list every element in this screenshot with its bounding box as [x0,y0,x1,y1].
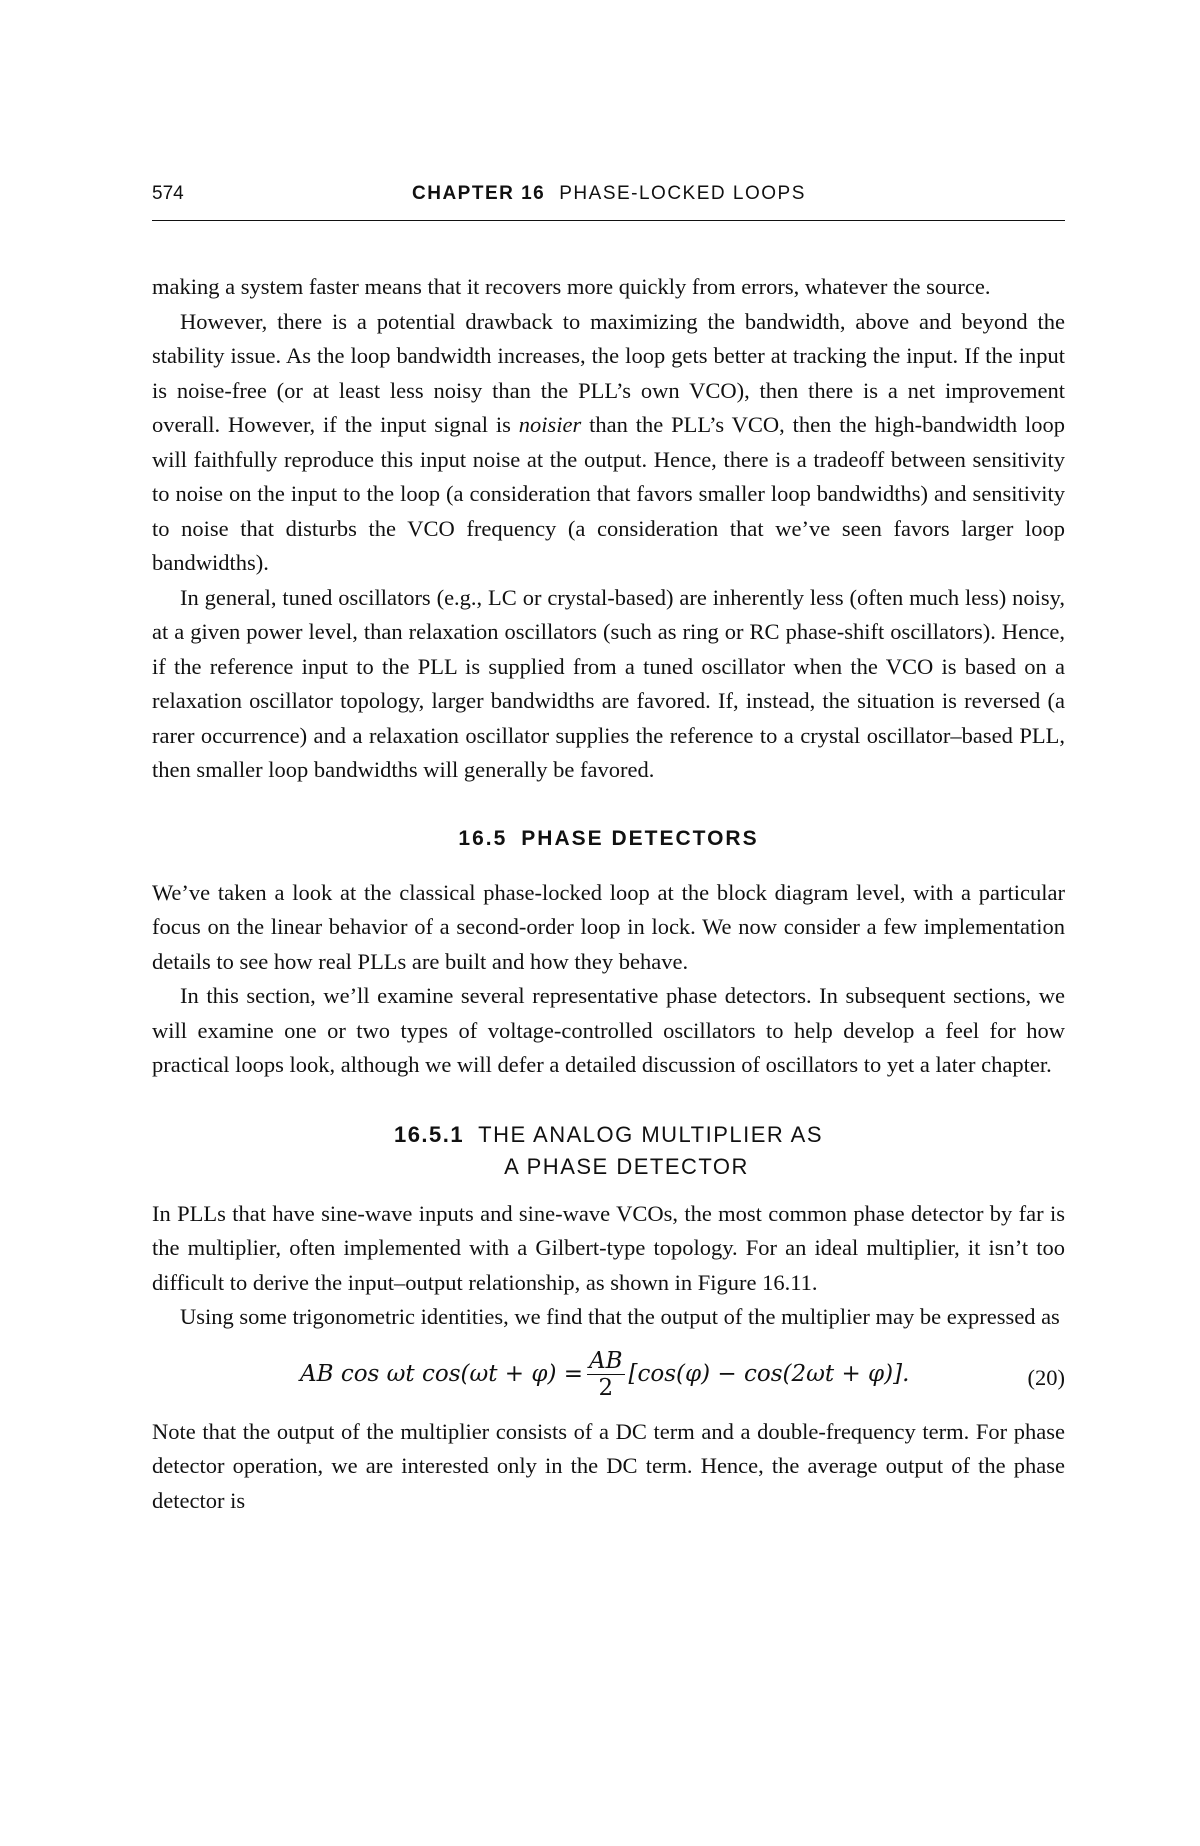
equation-fraction [587,1348,625,1401]
page-number: 574 [152,183,184,204]
paragraph: In PLLs that have sine-wave inputs and sine-wave VCOs, the most common phase detector by far is the multiplier, often implemented with a Gilbert-type topology. For an ideal multiplier, it isn’t too difficult to derive the input–output relationship, as shown in Figure 16.11. [152,1200,1065,1295]
running-head [152,183,1065,213]
paragraph: In this section, we’ll examine several representative phase detectors. In subsequent sections, we will examine one or two types of voltage-controlled oscillators to help develop a feel for how practical loops look, although we will defer a detailed discussion of oscillators to yet a later chapter. [152,983,1065,1077]
section-title: PHASE DETECTORS [521,826,759,850]
paragraph: Using some trigonometric identities, we find that the output of the multiplier may be expressed as [180,1304,1060,1329]
equation-20 [152,1337,1065,1411]
equation-body [300,1347,909,1403]
page [152,0,1065,1846]
equation-rhs: [cos(φ) − cos(2ωt + φ)]. [628,1361,910,1388]
subsection-title-line2: A PHASE DETECTOR [504,1153,749,1179]
fraction-denominator: 2 [598,1375,614,1401]
fraction-numerator: AB [589,1348,623,1374]
section-number: 16.5 [458,826,508,850]
chapter-label [412,183,806,205]
emphasis: noisier [518,412,582,437]
paragraph: making a system faster means that it recovers more quickly from errors, whatever the source. [152,274,991,299]
header-rule [152,220,1065,221]
equation-number: (20) [1027,1364,1065,1390]
subsection-number: 16.5.1 [393,1121,465,1147]
paragraph: In general, tuned oscillators (e.g., LC or crystal-based) are inherently less (often much less) noisy, at a given power level, than relaxation oscillators (such as ring or RC phase-shift oscillators). Hence, if the reference input to the PLL is supplied from a tuned oscillator when the VCO is based on a relaxation oscillator topology, larger bandwidths are favored. If, instead, the situation is reversed (a rarer occurrence) and a relaxation oscillator supplies the reference to a crystal oscillator–based PLL, then smaller loop bandwidths will generally be favored. [152,584,1065,782]
body-text [152,270,1065,1518]
subsection-title-line1: THE ANALOG MULTIPLIER AS [478,1121,824,1147]
equation-lhs: AB cos ωt cos(ωt + φ) = [300,1361,584,1388]
section-heading [152,824,1065,854]
paragraph: However, there is a potential drawback to maximizing the bandwidth, above and beyond the stability issue. As the loop bandwidth increases, the loop gets better at tracking the input. If the input is noise-free (or at least less noisy than the PLL’s own VCO), then there is a net improvement overall. However, if the input signal is noisier than the PLL’s VCO, then the high-bandwidth loop will faithfully reproduce this input noise at the output. Hence, there is a tradeoff between sensitivity to noise on the input to the loop (a consideration that favors smaller loop bandwidths) and sensitivity to noise that disturbs the VCO frequency (a consideration that we’ve seen favors larger loop bandwidths). [152,308,1065,575]
subsection-heading [152,1119,1065,1183]
chapter-title: PHASE-LOCKED LOOPS [559,183,806,204]
paragraph: Note that the output of the multiplier consists of a DC term and a double-frequency term. For phase detector operation, we are interested only in the DC term. Hence, the average output of the phase detector is [152,1418,1065,1513]
paragraph: We’ve taken a look at the classical phase-locked loop at the block diagram level, with a particular focus on the linear behavior of a second-order loop in lock. We now consider a few implementation details to see how real PLLs are built and how they behave. [152,879,1065,974]
chapter-number: CHAPTER 16 [412,183,546,204]
